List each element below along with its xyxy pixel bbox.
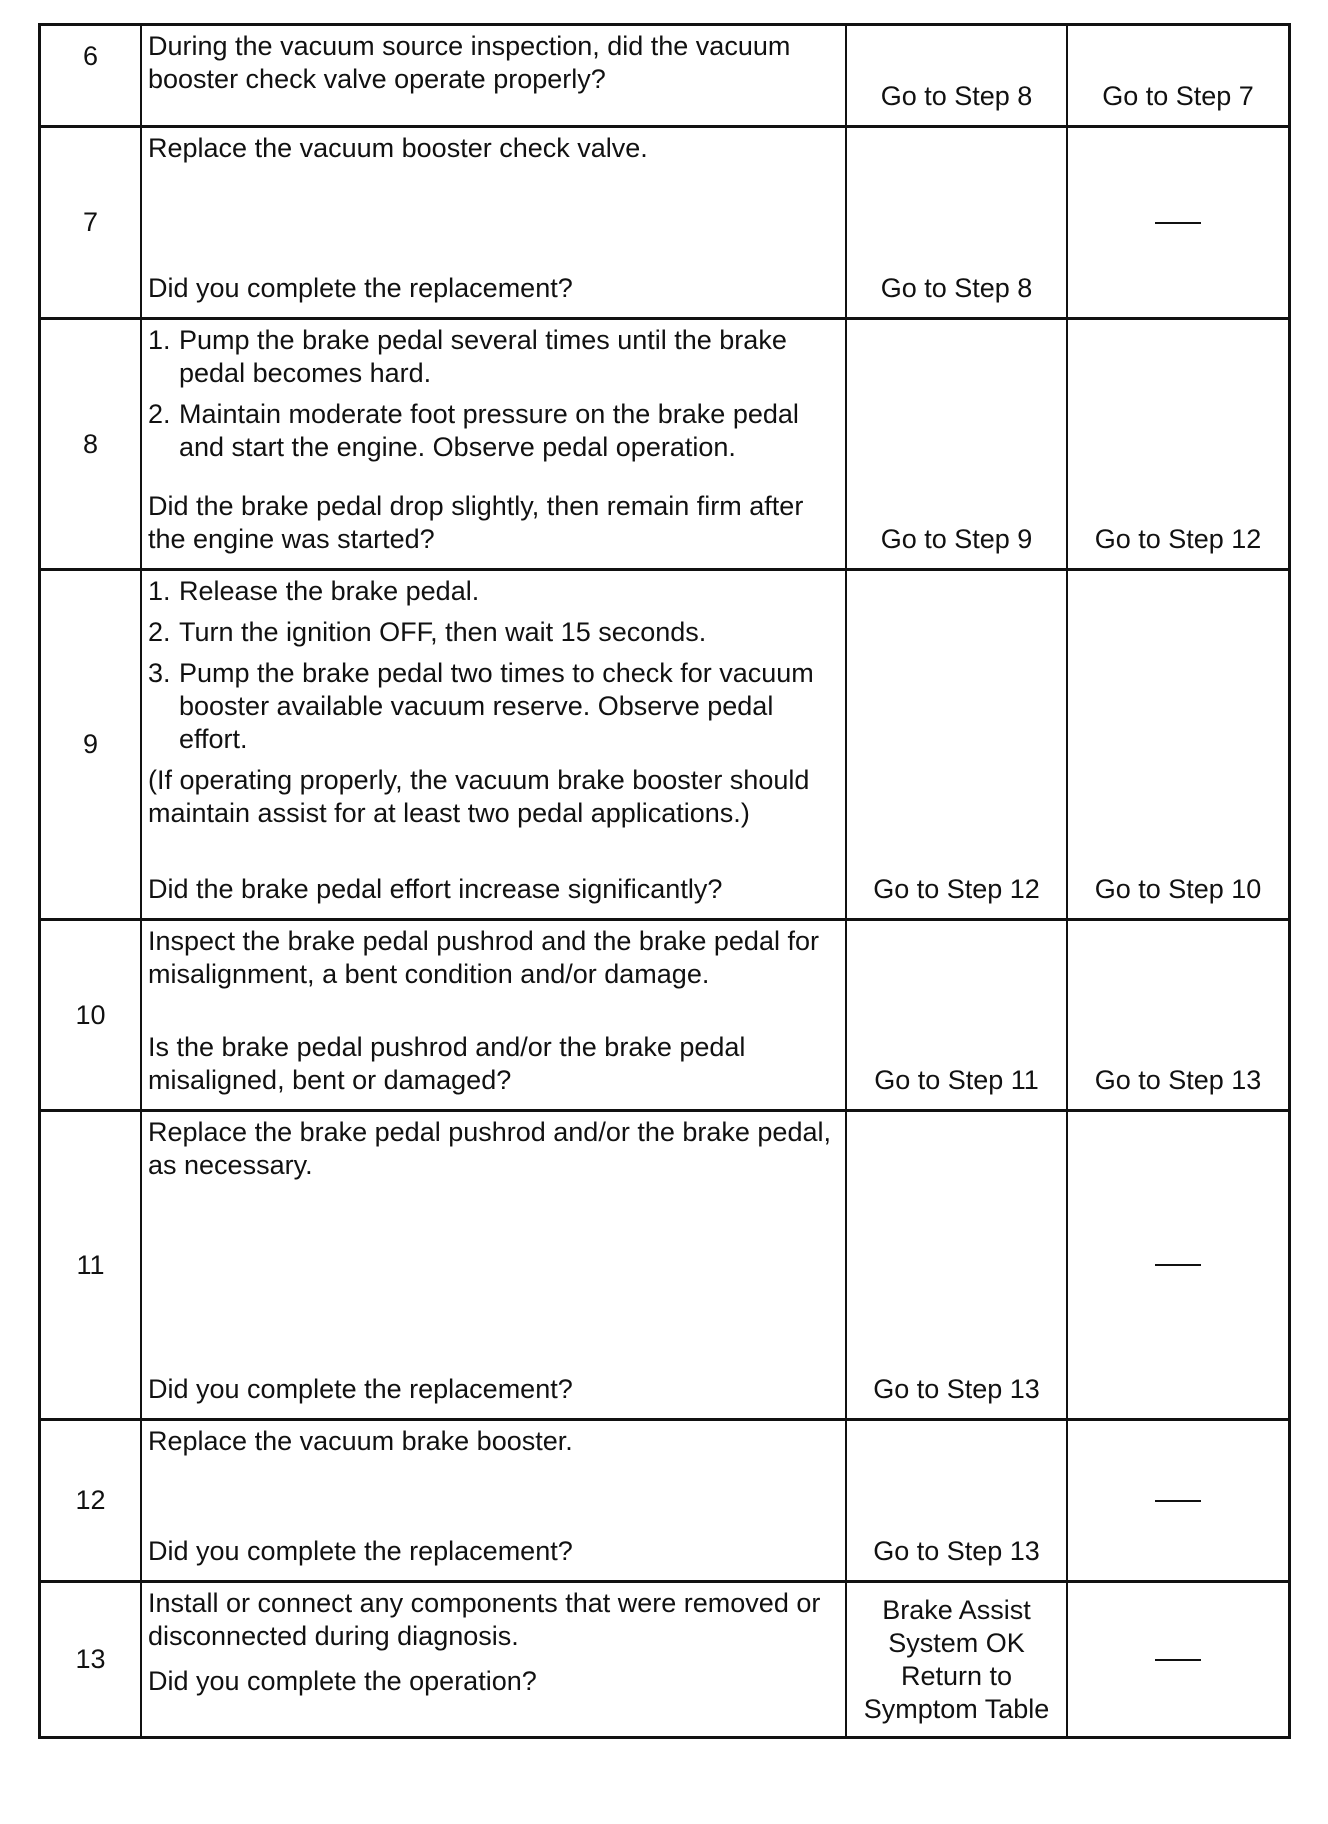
action-step [148, 575, 839, 608]
step-number-text: 6 [82, 41, 99, 71]
yes-result: Go to Step 13 [873, 1374, 1040, 1404]
question-text: Did you complete the operation? [148, 1666, 537, 1696]
table-row [41, 1421, 1288, 1583]
step-number [41, 1421, 142, 1580]
yes-cell [847, 128, 1068, 317]
yes-result: Brake Assist System OK Return to Symptom Table [863, 1594, 1050, 1724]
action-paragraph: Replace the brake pedal pushrod and/or the brake pedal, as necessary. [148, 1117, 831, 1180]
no-cell [1068, 1583, 1288, 1736]
yes-cell [847, 921, 1068, 1109]
no-result: Go to Step 12 [1094, 524, 1262, 554]
action-cell [142, 571, 847, 918]
yes-result: Go to Step 11 [874, 1065, 1039, 1095]
table-row [41, 128, 1288, 320]
yes-result: Go to Step 9 [880, 524, 1033, 554]
action-step-text: Pump the brake pedal several times until the brake pedal becomes hard. [179, 325, 787, 388]
action-step-number: 1. [148, 576, 171, 606]
yes-cell [847, 320, 1068, 568]
table-row [41, 1112, 1288, 1421]
action-cell [142, 320, 847, 568]
action-step-number: 2. [148, 617, 171, 647]
table-row [41, 1583, 1288, 1736]
yes-cell [847, 1421, 1068, 1580]
no-cell [1068, 1421, 1288, 1580]
action-step-number: 2. [148, 399, 171, 429]
action-step [148, 324, 839, 390]
no-result: Go to Step 7 [1102, 81, 1254, 111]
no-result-dash [1155, 1500, 1201, 1502]
action-paragraph: (If operating properly, the vacuum brake booster should maintain assist for at least two pedal applications.) [148, 765, 810, 828]
action-cell [142, 1583, 847, 1736]
yes-result: Go to Step 8 [880, 273, 1033, 303]
table-row [41, 320, 1288, 571]
action-paragraph: Install or connect any components that were removed or disconnected during diagnosis. [148, 1588, 821, 1651]
action-cell [142, 1112, 847, 1418]
step-number-text: 10 [75, 999, 106, 1030]
no-result-dash [1155, 1264, 1201, 1266]
action-cell [142, 921, 847, 1109]
no-result: Go to Step 10 [1094, 874, 1262, 904]
step-number [41, 320, 142, 568]
no-cell [1068, 571, 1288, 918]
action-paragraph: Replace the vacuum brake booster. [148, 1426, 573, 1456]
step-number [41, 1583, 142, 1736]
question-text: Did you complete the replacement? [148, 1536, 573, 1566]
step-number-text: 13 [75, 1644, 106, 1674]
no-cell [1068, 128, 1288, 317]
action-step-number: 3. [148, 658, 171, 688]
action-step [148, 657, 839, 756]
question-text: Did you complete the replacement? [148, 1374, 573, 1404]
action-cell [142, 26, 847, 125]
yes-cell [847, 1112, 1068, 1418]
action-step [148, 616, 839, 649]
question-text: Is the brake pedal pushrod and/or the brake pedal misaligned, bent or damaged? [148, 1032, 746, 1095]
question-text: Did you complete the replacement? [148, 273, 573, 303]
diagnostic-table [38, 23, 1291, 1739]
action-paragraph: Inspect the brake pedal pushrod and the brake pedal for misalignment, a bent condition and/or damage. [148, 926, 819, 989]
no-cell [1068, 1112, 1288, 1418]
no-result: Go to Step 13 [1094, 1065, 1262, 1095]
step-number-text: 11 [76, 1249, 105, 1280]
step-number [41, 128, 142, 317]
yes-result: Go to Step 8 [880, 81, 1033, 111]
action-cell [142, 128, 847, 317]
question-text: Did the brake pedal drop slightly, then remain firm after the engine was started? [148, 491, 804, 554]
no-cell [1068, 921, 1288, 1109]
yes-cell [847, 571, 1068, 918]
step-number [41, 921, 142, 1109]
yes-result: Go to Step 13 [873, 1536, 1040, 1566]
action-step-text: Turn the ignition OFF, then wait 15 seconds. [179, 617, 707, 647]
no-result-dash [1155, 1659, 1201, 1661]
step-number-text: 12 [75, 1485, 106, 1515]
step-number-text: 9 [82, 729, 99, 759]
table-row [41, 571, 1288, 921]
no-cell [1068, 320, 1288, 568]
table-row [41, 26, 1288, 128]
action-step-text: Maintain moderate foot pressure on the brake pedal and start the engine. Observe pedal operation. [179, 399, 799, 462]
step-number-text: 8 [82, 428, 99, 459]
yes-cell [847, 26, 1068, 125]
table-row [41, 921, 1288, 1112]
action-step-text: Pump the brake pedal two times to check for vacuum booster available vacuum reserve. Observe pedal effort. [179, 658, 814, 754]
step-number [41, 26, 142, 125]
action-paragraph: Replace the vacuum booster check valve. [148, 133, 648, 163]
action-step [148, 398, 839, 464]
no-result-dash [1155, 222, 1201, 224]
step-number [41, 1112, 142, 1418]
step-number-text: 7 [82, 207, 99, 237]
no-cell [1068, 26, 1288, 125]
step-number [41, 571, 142, 918]
action-step-text: Release the brake pedal. [179, 576, 480, 606]
yes-cell [847, 1583, 1068, 1736]
yes-result: Go to Step 12 [873, 874, 1040, 904]
question-text: During the vacuum source inspection, did the vacuum booster check valve operate properly? [148, 31, 791, 94]
action-step-number: 1. [148, 325, 171, 355]
action-cell [142, 1421, 847, 1580]
question-text: Did the brake pedal effort increase significantly? [148, 874, 723, 904]
